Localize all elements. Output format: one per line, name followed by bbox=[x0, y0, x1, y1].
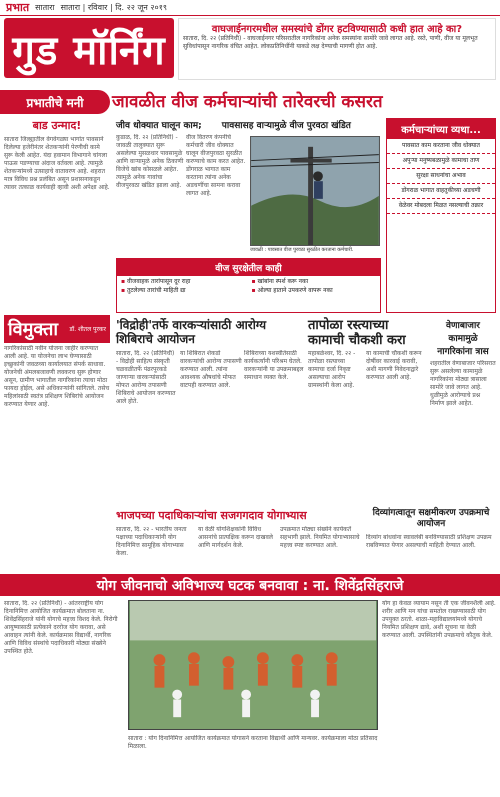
empowerment-headline[interactable]: दिव्यांगत्वातून सक्षमीकरण उपक्रमाचे आयोजन bbox=[372, 508, 490, 529]
column-label: विमुक्ता bbox=[8, 319, 59, 340]
lineman-photo-art bbox=[251, 137, 379, 245]
health-camp-text-2: या शिबिरात शेकडो वारकऱ्यांची आरोग्य तपासणी करण्यात आली. त्यांना आवश्यक औषधांचे मोफत वाटपही करण्यात आले. bbox=[180, 350, 242, 389]
lineman-photo bbox=[250, 136, 380, 246]
yoga-photo-caption: सातारा : योग दिनानिमित्त आयोजित कार्यक्रमात योगासने करताना विद्यार्थी आणि मान्यवर. कार्यक्रमाला मोठा प्रतिसाद मिळाला. bbox=[128, 735, 378, 750]
workers-panel bbox=[386, 118, 496, 313]
lead-story[interactable] bbox=[178, 18, 496, 80]
supplement-logo: गुड मॉर्निंग bbox=[4, 18, 174, 78]
workers-panel-head: कर्मचाऱ्यांच्या व्यथा... bbox=[387, 119, 495, 139]
road-inquiry-text-2: या कामाची चौकशी करून दोषींवर कारवाई करावी, अशी मागणी निवेदनाद्वारे करण्यात आली आहे. bbox=[366, 350, 422, 381]
health-camp-headline[interactable]: 'विद्रोही'तर्फे वारकऱ्यांसाठी आरोग्य शिबिराचे आयोजन bbox=[116, 318, 267, 346]
workers-panel-item: डोंगराळ भागात वाहतुकीच्या अडचणी bbox=[387, 184, 495, 199]
market-headline[interactable]: वेणाबाजार कामामुळे नागरिकांना त्रास bbox=[437, 321, 489, 357]
yoga-bjp-headline[interactable]: भाजपच्या पदाधिकाऱ्यांचा सजगगदाव योगाभ्यास bbox=[116, 509, 307, 522]
yoga-group-photo-art bbox=[129, 601, 377, 729]
empowerment-text: दिव्यांग बांधवांना स्वावलंबी बनविण्यासाठी प्रशिक्षण उपक्रम राबविण्यात येणार असल्याची माहिती देण्यात आली. bbox=[366, 534, 492, 549]
workers-panel-item: सुरक्षा साधनांचा अभाव bbox=[387, 169, 495, 184]
section-ribbon: प्रभातीचे मनी bbox=[0, 90, 110, 114]
safety-point: ▪ खांबांना स्पर्श करू नका bbox=[252, 278, 377, 286]
yoga-banner-headline[interactable]: योग जीवनाचो अविभाज्य घटक बनवावा : ना. शिवेंद्रसिंहराजे bbox=[0, 574, 500, 596]
market-story bbox=[430, 318, 496, 478]
sub-headline bbox=[116, 118, 386, 132]
road-inquiry-headline[interactable]: तापोळा रस्त्याच्या कामाची चौकशी करा bbox=[308, 318, 406, 348]
brand-name[interactable]: प्रभात bbox=[6, 1, 30, 14]
top-bar bbox=[0, 0, 500, 16]
column-banner bbox=[4, 315, 110, 343]
city-name: सातारा bbox=[35, 3, 55, 12]
date-line: सातारा | रविवार | दि. २२ जून २०१९ bbox=[60, 3, 168, 12]
market-text: शहरातील वेणाबाजार परिसरात सुरू असलेल्या कामामुळे नागरिकांना मोठ्या त्रासाला सामोरे जावे लागत आहे. धुळीमुळे आरोग्याचे प्रश्न निर्माण झाले आहेत. bbox=[430, 360, 496, 407]
yoga-group-photo bbox=[128, 600, 378, 730]
yoga-story-text: सातारा, दि. २२ (प्रतिनिधी) - आंतरराष्ट्रीय योग दिनानिमित्त आयोजित कार्यक्रमात बोलताना ना. शिवेंद्रसिंहराजे यांनी योगाचे महत्त्व विशद केले. निरोगी आयुष्यासाठी प्रत्येकाने दररोज योग करावा, असे आवाहन त्यांनी केले. कार्यक्रमास विद्यार्थी, नागरिक आणि विविध संस्थांचे पदाधिकारी मोठ्या संख्येने उपस्थित होते. bbox=[4, 600, 118, 655]
workers-panel-item: अपुऱ्या मनुष्यबळामुळे कामाचा ताण bbox=[387, 154, 495, 169]
photo-caption: जावळी : पावसात वीज पुरवठा सुरळीत करताना कर्मचारी. bbox=[250, 247, 354, 253]
yoga-bjp-text-2: या वेळी योगशिक्षकांनी विविध आसनांचे प्रात्यक्षिक करून दाखवले आणि मार्गदर्शन केले. bbox=[198, 526, 273, 549]
yoga-bjp-text-3: उपक्रमात मोठ्या संख्येने कार्यकर्ते सहभागी झाले. नियमित योगाभ्यासाचे महत्त्व स्पष्ट करण्यात आले. bbox=[280, 526, 360, 549]
lead-title: वाघजाईनगरमधील समस्यांचे डोंगर हटविण्यासाठी कधी हात आहे का? bbox=[211, 24, 463, 35]
road-inquiry-text-1: महाबळेश्वर, दि. २२ - तापोळा रस्त्याच्या कामाचा दर्जा निकृष्ट असल्याचा आरोप ग्रामस्थांनी केला आहे. bbox=[308, 350, 356, 389]
sub-headline-1: जीव धोक्यात घालून काम; bbox=[116, 121, 202, 131]
safety-point: ▪ तुटलेल्या तारांची माहिती द्या bbox=[121, 287, 246, 295]
health-camp-text-3: शिबिराच्या यशस्वीतेसाठी कार्यकर्त्यांनी परिश्रम घेतले. वारकऱ्यांनी या उपक्रमाबद्दल समाधान व्यक्त केले. bbox=[244, 350, 304, 381]
safety-point: ▪ वीजवाहक तारांपासून दूर राहा bbox=[121, 278, 246, 286]
yoga-bjp-text-1: सातारा, दि. २२ - भारतीय जनता पक्षाच्या पदाधिकाऱ्यांनी योग दिनानिमित्त सामूहिक योगाभ्यास केला. bbox=[116, 526, 187, 557]
lead-text: सातारा, दि. २२ (प्रतिनिधी) - वाघजाईनगर परिसरातील नागरिकांना अनेक समस्यांना सामोरे जावे लागत आहे. रस्ते, पाणी, वीज या मूलभूत सुविधांपासून नागरिक वंचित आहेत. लोकप्रतिनिधींनी याकडे लक्ष देण्याची मागणी होत आहे. bbox=[183, 35, 478, 50]
left-column-text: सातारा जिल्ह्यातील वेगवेगळ्या भागांत पावसाने दिलेल्या हजेरीनंतर शेतकऱ्यांनी पेरणीची कामे सुरू केली आहेत. यंदा हवामान विभागाने चांगला पाऊस पडण्याचा अंदाज वर्तवला आहे. त्यामुळे शेतकऱ्यांमध्ये उत्साहाचे वातावरण आहे. शहरात मात्र विविध प्रश्न प्रलंबित असून प्रशासनाकडून त्यावर तत्काळ कार्यवाही व्हावी अशी अपेक्षा आहे. bbox=[4, 136, 110, 191]
story-text-1: कुडाळ, दि. २२ (प्रतिनिधी) - जावळी तालुक्यात सुरू असलेल्या मुसळधार पावसामुळे आणि वाऱ्यामुळे अनेक ठिकाणी विजेचे खांब कोसळले आहेत. त्यामुळे अनेक गावांचा वीजपुरवठा खंडित झाला आहे. bbox=[116, 134, 184, 189]
left-column bbox=[4, 118, 110, 313]
safety-point: ▪ ओल्या हाताने उपकरणे वापरू नका bbox=[252, 287, 377, 295]
story-text-2: वीज वितरण कंपनीचे कर्मचारी जीव धोक्यात घालून वीजपुरवठा सुरळीत करण्याचे काम करत आहेत. डोंगराळ भागात काम करताना त्यांना अनेक अडचणींचा सामना करावा लागत आहे. bbox=[186, 134, 246, 197]
yoga-side-text: योग हा केवळ व्यायाम नसून ती एक जीवनशैली आहे. शरीर आणि मन यांचा समतोल राखण्यासाठी योग उपयुक्त ठरतो. शाळा-महाविद्यालयांमध्ये योगाचे नियमित प्रशिक्षण द्यावे, अशी सूचना या वेळी करण्यात आली. उपस्थितांनी उपक्रमाचे कौतुक केले. bbox=[382, 600, 496, 639]
health-camp-text-1: सातारा, दि. २२ (प्रतिनिधी) - विद्रोही साहित्य संस्कृती चळवळीतर्फे पंढरपूरकडे जाणाऱ्या वारकऱ्यांसाठी मोफत आरोग्य तपासणी शिबिराचे आयोजन करण्यात आले होते. bbox=[116, 350, 176, 405]
main-headline[interactable]: जावळीत वीज कर्मचाऱ्यांची तारेवरची कसरत bbox=[112, 91, 383, 112]
safety-points-head: वीज सुरक्षेतील काही bbox=[117, 259, 380, 276]
sub-headline-2: पावसासह वाऱ्यामुळे वीज पुरवठा खंडित bbox=[221, 121, 351, 131]
column-text: नागरिकांसाठी नवीन योजना जाहीर करण्यात आली आहे. या योजनेचा लाभ घेण्यासाठी इच्छुकांनी जवळच्या कार्यालयात संपर्क साधावा. योजनेची अंमलबजावणी लवकरच सुरू होणार असून, ग्रामीण भागातील नागरिकांना त्याचा मोठा फायदा होईल, असे अधिकाऱ्यांनी सांगितले. तसेच महिलांसाठी स्वतंत्र प्रशिक्षण शिबिरांचे आयोजन करण्यात येणार आहे. bbox=[4, 345, 110, 408]
workers-panel-item: पावसात काम करताना जीव धोक्यात bbox=[387, 139, 495, 154]
column-byline: डॉ. शीतल पुरकर bbox=[69, 326, 106, 333]
left-column-title: बाड उन्माद! bbox=[32, 119, 82, 132]
workers-panel-item: वेळेवर मोबदला मिळत नसल्याची तक्रार bbox=[387, 199, 495, 214]
safety-points-box bbox=[116, 258, 381, 313]
